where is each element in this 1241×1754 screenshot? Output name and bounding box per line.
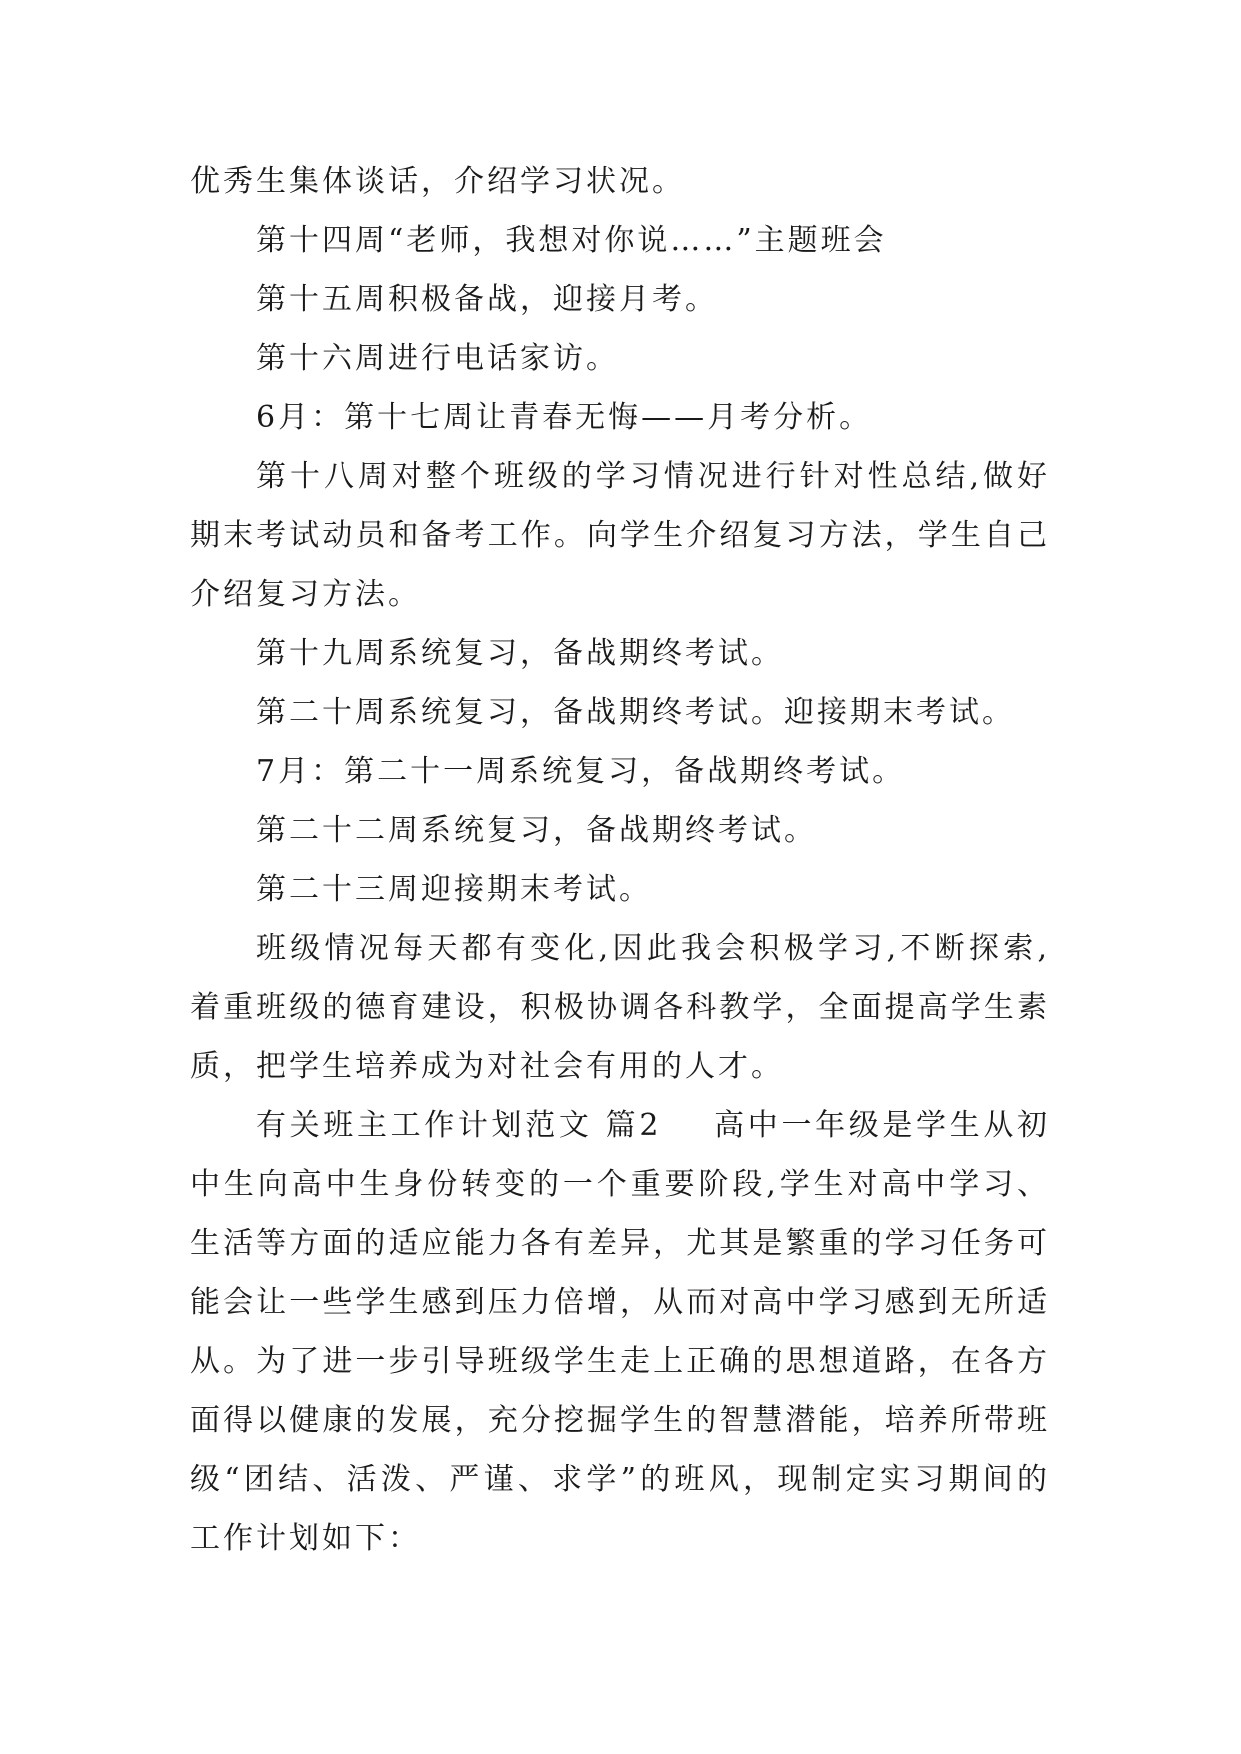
paragraph: 第二十二周系统复习，备战期终考试。	[256, 813, 817, 848]
paragraph: 第十八周对整个班级的学习情况进行针对性总结,做好期末考试动员和备考工作。向学生介绍复习方法，学生自己介绍复习方法。	[190, 459, 1050, 612]
paragraph: 第二十三周迎接期末考试。	[256, 872, 652, 907]
paragraph: 6月：第十七周让青春无悔——月考分析。	[256, 400, 873, 435]
paragraph: 第十六周进行电话家访。	[256, 341, 619, 376]
paragraph: 有关班主工作计划范文 篇2 高中一年级是学生从初中生向高中生身份转变的一个重要阶段,学生对高中学习、生活等方面的适应能力各有差异，尤其是繁重的学习任务可能会让一些学生感到压力倍增，从而对高中学习感到无所适从。为了进一步引导班级学生走上正确的思想道路，在各方面得以健康的发展，充分挖掘学生的智慧潜能，培养所带班级“团结、活泼、严谨、求学”的班风，现制定实习期间的工作计划如下：	[190, 1108, 1050, 1556]
paragraph: 第十九周系统复习，备战期终考试。	[256, 636, 784, 671]
paragraph: 第二十周系统复习，备战期终考试。迎接期末考试。	[256, 695, 1015, 730]
paragraph: 第十四周“老师，我想对你说……”主题班会	[256, 223, 887, 258]
paragraph: 7月：第二十一周系统复习，备战期终考试。	[256, 754, 906, 789]
paragraph: 第十五周积极备战，迎接月考。	[256, 282, 718, 317]
paragraph: 优秀生集体谈话，介绍学习状况。	[190, 164, 685, 199]
paragraph: 班级情况每天都有变化,因此我会积极学习,不断探索,着重班级的德育建设，积极协调各科教学，全面提高学生素质，把学生培养成为对社会有用的人才。	[190, 931, 1050, 1084]
document-body	[190, 152, 1050, 1568]
